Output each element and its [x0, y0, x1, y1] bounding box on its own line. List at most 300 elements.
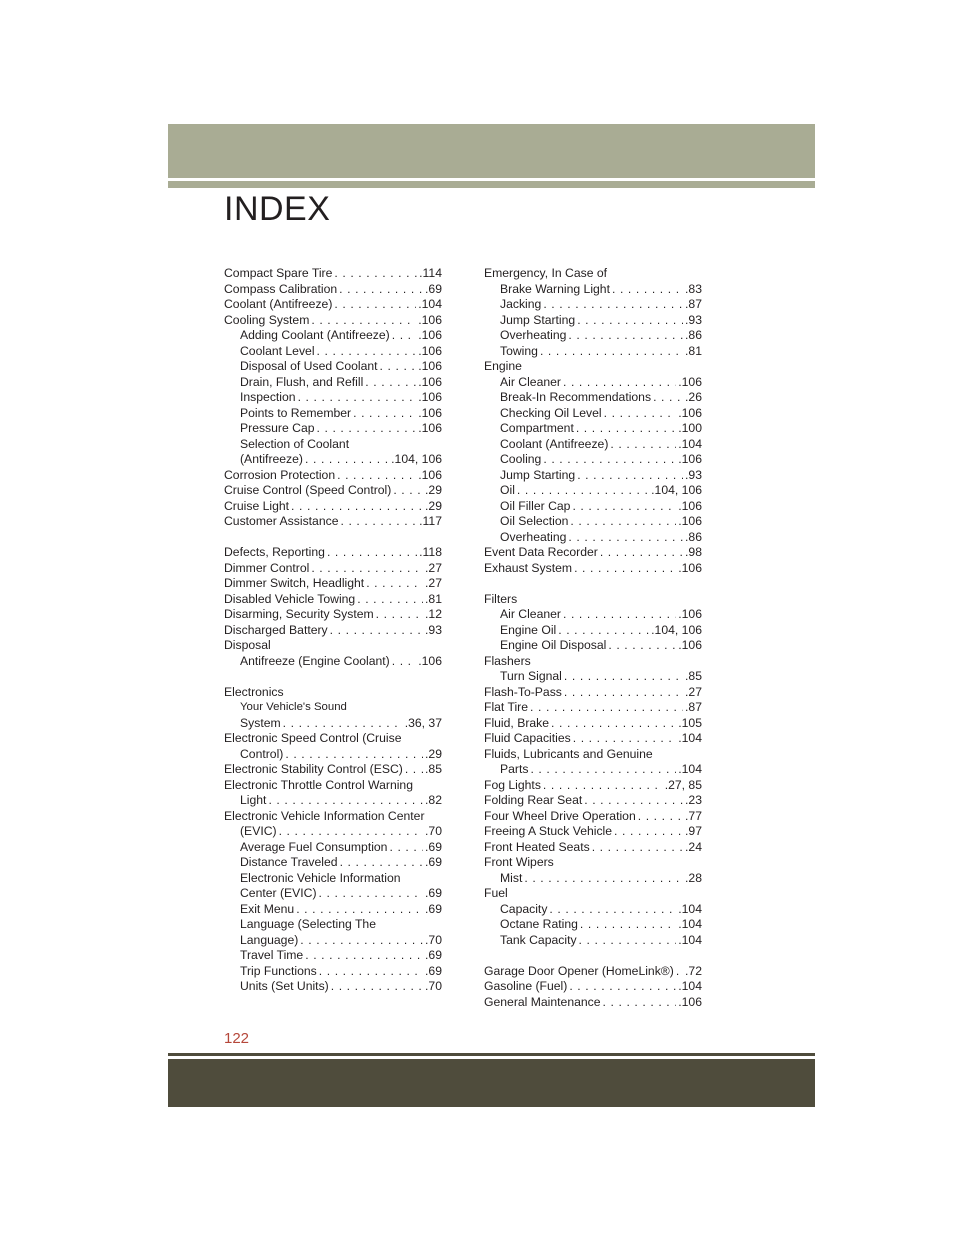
- index-term: Filters: [484, 591, 518, 606]
- footer-band: [168, 1059, 815, 1107]
- index-spacer: [224, 530, 442, 546]
- dot-leader: [283, 716, 403, 732]
- dot-leader: [357, 592, 423, 608]
- dot-leader: [558, 623, 649, 639]
- dot-leader: [530, 762, 676, 778]
- index-subentry: [224, 359, 442, 375]
- index-term: Break-In Recommendations: [500, 390, 652, 404]
- index-entry: [224, 499, 442, 515]
- dot-leader: [564, 669, 683, 685]
- index-entry: [484, 592, 702, 608]
- index-term: Jump Starting: [500, 467, 576, 482]
- index-subentry: [484, 375, 702, 391]
- index-page-ref: .81: [425, 591, 442, 606]
- dot-leader: [366, 576, 423, 592]
- index-page-ref: .85: [685, 669, 702, 683]
- index-page-ref: .106: [678, 560, 702, 575]
- index-term: Exit Menu: [240, 901, 295, 916]
- index-page-ref: .106: [678, 607, 702, 621]
- index-spacer: [224, 669, 442, 685]
- index-page-ref: .104: [678, 762, 702, 776]
- index-page-ref: .27: [685, 684, 702, 699]
- index-term: Parts: [500, 762, 529, 776]
- index-page-ref: .104, 106: [651, 483, 702, 497]
- index-entry: [484, 809, 702, 825]
- index-term: Travel Time: [240, 948, 304, 962]
- index-page-ref: .69: [425, 948, 442, 962]
- index-entry: [224, 483, 442, 499]
- dot-leader: [376, 607, 423, 623]
- index-term: Corrosion Protection: [224, 467, 336, 482]
- index-subentry: [224, 344, 442, 360]
- index-entry: [224, 266, 442, 282]
- index-subentry: [224, 390, 442, 406]
- index-term: Engine Oil: [500, 622, 557, 637]
- index-page-ref: .12: [425, 607, 442, 621]
- dot-leader: [296, 902, 423, 918]
- index-subentry: [224, 328, 442, 344]
- index-page-ref: .70: [425, 824, 442, 838]
- dot-leader: [600, 545, 683, 561]
- index-page-ref: .97: [685, 824, 702, 838]
- index-entry: [484, 685, 702, 701]
- index-entry: [484, 747, 702, 763]
- dot-leader: [608, 638, 676, 654]
- dot-leader: [337, 468, 416, 484]
- index-subentry: [224, 964, 442, 980]
- index-page-ref: .93: [685, 312, 702, 327]
- index-page-ref: .86: [685, 529, 702, 544]
- index-term: Disabled Vehicle Towing: [224, 591, 356, 606]
- index-column-left: [224, 266, 442, 995]
- index-term: Electronic Vehicle Information: [240, 870, 401, 885]
- dot-leader: [638, 809, 683, 825]
- index-term: Compass Calibration: [224, 281, 338, 296]
- index-term: Brake Warning Light: [500, 281, 610, 296]
- index-page-ref: .104: [678, 901, 702, 916]
- dot-leader: [405, 762, 423, 778]
- index-term: Freeing A Stuck Vehicle: [484, 824, 613, 838]
- dot-leader: [291, 499, 423, 515]
- index-entry: [484, 545, 702, 561]
- dot-leader: [676, 964, 683, 980]
- dot-leader: [317, 421, 417, 437]
- index-subentry: [484, 344, 702, 360]
- dot-leader: [580, 917, 676, 933]
- dot-leader: [365, 375, 416, 391]
- index-page-ref: .83: [685, 281, 702, 296]
- index-term: Air Cleaner: [500, 607, 561, 621]
- index-page-ref: .87: [685, 297, 702, 311]
- index-term: Center (EVIC): [240, 886, 317, 900]
- index-term: Front Heated Seats: [484, 839, 590, 854]
- index-subentry: [484, 871, 702, 887]
- index-page-ref: .72: [685, 963, 702, 978]
- index-term: Jacking: [500, 297, 542, 311]
- index-page-ref: .69: [425, 855, 442, 869]
- index-page-ref: .106: [418, 653, 442, 668]
- index-page-ref: .29: [425, 746, 442, 761]
- index-term: Capacity: [500, 901, 548, 916]
- index-page-ref: .100: [678, 421, 702, 435]
- index-term: Inspection: [240, 390, 296, 404]
- index-entry: [224, 778, 442, 794]
- index-entry: [484, 793, 702, 809]
- index-entry: [484, 654, 702, 670]
- index-spacer: [484, 576, 702, 592]
- dot-leader: [569, 979, 676, 995]
- index-entry: [224, 762, 442, 778]
- index-page-ref: .104: [678, 731, 702, 745]
- index-entry: [224, 731, 442, 747]
- index-subentry: [484, 406, 702, 422]
- dot-leader: [334, 297, 416, 313]
- dot-leader: [334, 266, 417, 282]
- index-subentry: [224, 824, 442, 840]
- index-term: Disarming, Security System: [224, 607, 374, 621]
- index-term: Four Wheel Drive Operation: [484, 808, 636, 823]
- index-page-ref: .104, 106: [651, 622, 702, 637]
- index-term: Average Fuel Consumption: [240, 839, 388, 854]
- dot-leader: [543, 452, 676, 468]
- index-subentry: [484, 468, 702, 484]
- index-page-ref: .106: [678, 638, 702, 652]
- dot-leader: [564, 685, 683, 701]
- index-term: Pressure Cap: [240, 421, 315, 435]
- index-page-ref: .24: [685, 839, 702, 854]
- index-subentry: [224, 855, 442, 871]
- dot-leader: [568, 530, 683, 546]
- index-term: Engine: [484, 359, 522, 373]
- index-subentry: [484, 669, 702, 685]
- index-subentry: [224, 437, 442, 453]
- index-page-ref: .69: [425, 901, 442, 916]
- index-subentry: [484, 282, 702, 298]
- dot-leader: [570, 514, 676, 530]
- index-subentry: [224, 747, 442, 763]
- index-page-ref: .82: [425, 793, 442, 807]
- index-term: Flash-To-Pass: [484, 684, 562, 699]
- index-term: Checking Oil Level: [500, 405, 602, 420]
- index-subentry: [224, 654, 442, 670]
- index-term: Octane Rating: [500, 917, 578, 931]
- dot-leader: [305, 948, 423, 964]
- dot-leader: [298, 390, 417, 406]
- index-entry: [224, 685, 442, 701]
- index-page-ref: .23: [685, 793, 702, 807]
- dot-leader: [573, 731, 677, 747]
- index-subentry: [484, 452, 702, 468]
- index-term: Air Cleaner: [500, 374, 561, 389]
- index-entry: [224, 561, 442, 577]
- index-term: Exhaust System: [484, 560, 573, 575]
- index-subentry: [224, 452, 442, 468]
- index-subentry: [484, 530, 702, 546]
- index-term: Coolant (Antifreeze): [224, 297, 333, 311]
- index-page-ref: .70: [425, 979, 442, 993]
- index-page-ref: .69: [425, 963, 442, 978]
- dot-leader: [592, 840, 683, 856]
- index-page-ref: .106: [418, 343, 442, 358]
- page-number: 122: [224, 1030, 250, 1047]
- index-subentry: [224, 948, 442, 964]
- dot-leader: [327, 545, 417, 561]
- index-page-ref: .26: [685, 390, 702, 404]
- index-term: Cruise Control (Speed Control): [224, 483, 392, 497]
- index-term: Points to Remember: [240, 405, 352, 420]
- index-entry: [484, 855, 702, 871]
- index-page-ref: .69: [425, 281, 442, 296]
- dot-leader: [568, 328, 683, 344]
- index-term: Oil Filler Cap: [500, 498, 571, 513]
- index-entry: [484, 731, 702, 747]
- index-term: Coolant Level: [240, 343, 315, 358]
- index-subentry: [484, 638, 702, 654]
- index-term: Control): [240, 746, 284, 761]
- index-term: Engine Oil Disposal: [500, 638, 607, 652]
- index-page-ref: .69: [425, 886, 442, 900]
- index-entry: [484, 886, 702, 902]
- index-term: Mist: [500, 870, 523, 885]
- index-page-ref: .69: [425, 839, 442, 854]
- index-page-ref: .27: [425, 560, 442, 575]
- index-entry: [484, 716, 702, 732]
- index-term: Overheating: [500, 328, 567, 342]
- index-page-ref: .85: [425, 762, 442, 776]
- dot-leader: [393, 483, 423, 499]
- index-subentry: [484, 762, 702, 778]
- dot-leader: [392, 328, 417, 344]
- index-term: Event Data Recorder: [484, 545, 598, 559]
- index-page-ref: .106: [678, 452, 702, 466]
- index-term: Overheating: [500, 529, 567, 544]
- dot-leader: [392, 654, 417, 670]
- index-term: Language (Selecting The: [240, 917, 376, 931]
- index-term: Emergency, In Case of: [484, 266, 608, 280]
- index-term: Discharged Battery: [224, 622, 328, 637]
- index-subentry: [224, 793, 442, 809]
- index-page-ref: .106: [678, 405, 702, 420]
- index-page-ref: .106: [678, 514, 702, 528]
- index-entry: [484, 840, 702, 856]
- index-page-ref: .27: [425, 576, 442, 590]
- index-term: Language): [240, 932, 299, 947]
- index-entry: [484, 266, 702, 282]
- index-term: Antifreeze (Engine Coolant): [240, 653, 390, 668]
- index-term: General Maintenance: [484, 994, 601, 1009]
- index-term: Electronic Speed Control (Cruise: [224, 731, 402, 745]
- index-term: Fluids, Lubricants and Genuine: [484, 746, 653, 761]
- index-term: (EVIC): [240, 824, 277, 838]
- index-term: Fog Lights: [484, 777, 541, 792]
- index-term: Units (Set Units): [240, 979, 329, 993]
- dot-leader: [317, 344, 417, 360]
- dot-leader: [524, 871, 683, 887]
- index-term: Trip Functions: [240, 963, 317, 978]
- index-subentry: [224, 406, 442, 422]
- dot-leader: [268, 793, 423, 809]
- index-page-ref: .28: [685, 870, 702, 885]
- index-subentry: [224, 375, 442, 391]
- index-page-ref: .93: [425, 622, 442, 637]
- dot-leader: [339, 282, 423, 298]
- index-term: Front Wipers: [484, 855, 554, 869]
- index-entry: [224, 638, 442, 654]
- dot-leader: [300, 933, 423, 949]
- index-term: System: [240, 715, 281, 730]
- dot-leader: [604, 406, 677, 422]
- index-subentry: [484, 514, 702, 530]
- dot-leader: [389, 840, 423, 856]
- dot-leader: [653, 390, 683, 406]
- index-subentry: [224, 933, 442, 949]
- header-band: [168, 124, 815, 178]
- index-spacer: [484, 948, 702, 964]
- index-page-ref: .117: [419, 514, 442, 528]
- dot-leader: [563, 607, 676, 623]
- index-page-ref: .104: [678, 932, 702, 947]
- index-term: Cruise Light: [224, 498, 290, 513]
- footer-rule: [168, 1053, 815, 1056]
- index-term: Distance Traveled: [240, 855, 338, 869]
- index-term: Fuel: [484, 886, 508, 900]
- dot-leader: [340, 514, 417, 530]
- index-page-ref: .106: [418, 405, 442, 420]
- index-subentry: [224, 421, 442, 437]
- index-term: Customer Assistance: [224, 514, 339, 528]
- index-term: Fluid Capacities: [484, 731, 571, 745]
- dot-leader: [612, 282, 683, 298]
- index-subentry: [224, 886, 442, 902]
- index-term: Jump Starting: [500, 312, 576, 327]
- index-page-ref: .106: [418, 421, 442, 435]
- index-page-ref: .106: [418, 390, 442, 404]
- index-term: Tank Capacity: [500, 932, 577, 947]
- index-subentry: [484, 607, 702, 623]
- index-term: Cooling: [500, 452, 542, 466]
- index-term: Dimmer Control: [224, 560, 310, 575]
- index-term: Fluid, Brake: [484, 715, 550, 730]
- index-term: Light: [240, 793, 267, 807]
- dot-leader: [577, 313, 683, 329]
- dot-leader: [551, 716, 676, 732]
- index-term: Turn Signal: [500, 669, 562, 683]
- index-page-ref: .106: [678, 498, 702, 513]
- index-page-ref: .104, 106: [391, 452, 442, 466]
- index-subentry: [224, 871, 442, 887]
- dot-leader: [517, 483, 649, 499]
- index-subentry: [484, 623, 702, 639]
- index-page-ref: .106: [418, 467, 442, 482]
- index-subentry: [484, 917, 702, 933]
- index-term: Dimmer Switch, Headlight: [224, 576, 365, 590]
- index-page-ref: .106: [418, 359, 442, 373]
- index-subentry: [484, 297, 702, 313]
- index-entry: [224, 592, 442, 608]
- index-term: Adding Coolant (Antifreeze): [240, 328, 390, 342]
- dot-leader: [305, 452, 389, 468]
- index-page-ref: .86: [685, 328, 702, 342]
- index-subentry: [484, 328, 702, 344]
- dot-leader: [540, 344, 683, 360]
- index-subentry: [484, 499, 702, 515]
- index-subentry: [224, 979, 442, 995]
- index-term: Selection of Coolant: [240, 436, 350, 451]
- index-term: Drain, Flush, and Refill: [240, 374, 364, 389]
- index-entry: [224, 623, 442, 639]
- index-term: Folding Rear Seat: [484, 793, 583, 807]
- index-subentry: [484, 483, 702, 499]
- index-page-ref: .106: [418, 328, 442, 342]
- index-page-ref: .118: [419, 545, 442, 559]
- index-entry: [224, 282, 442, 298]
- index-entry: [224, 809, 442, 825]
- index-term: (Antifreeze): [240, 452, 303, 466]
- dot-leader: [311, 313, 416, 329]
- index-term: Oil: [500, 483, 515, 497]
- index-entry: [484, 964, 702, 980]
- index-term: Cooling System: [224, 312, 310, 327]
- dot-leader: [576, 421, 676, 437]
- dot-leader: [603, 995, 677, 1011]
- index-term: Electronic Vehicle Information Center: [224, 808, 425, 823]
- index-page-ref: .106: [678, 994, 702, 1009]
- index-page-ref: .106: [418, 374, 442, 389]
- index-term: Towing: [500, 343, 538, 358]
- dot-leader: [584, 793, 683, 809]
- index-page-ref: .114: [419, 266, 442, 280]
- dot-leader: [340, 855, 423, 871]
- index-column-right: [484, 266, 702, 1010]
- index-term: Compartment: [500, 421, 574, 435]
- index-entry: [224, 297, 442, 313]
- index-page-ref: .36, 37: [404, 715, 442, 730]
- dot-leader: [330, 623, 423, 639]
- index-page-ref: .105: [678, 715, 702, 730]
- dot-leader: [543, 297, 683, 313]
- index-entry: [484, 824, 702, 840]
- index-subentry: [484, 313, 702, 329]
- dot-leader: [577, 468, 683, 484]
- index-subentry: [484, 902, 702, 918]
- index-page-ref: .106: [678, 374, 702, 389]
- dot-leader: [285, 747, 423, 763]
- index-page-ref: .104: [418, 297, 442, 311]
- index-entry: [224, 313, 442, 329]
- dot-leader: [319, 886, 424, 902]
- index-page-ref: .104: [678, 979, 702, 993]
- index-entry: [224, 607, 442, 623]
- index-term: Defects, Reporting: [224, 545, 325, 559]
- index-term: Disposal of Used Coolant: [240, 359, 378, 373]
- index-term: Compact Spare Tire: [224, 266, 333, 280]
- index-term: Flat Tire: [484, 700, 529, 714]
- dot-leader: [614, 824, 683, 840]
- page-title: INDEX: [224, 190, 331, 228]
- dot-leader: [543, 778, 663, 794]
- index-subentry: [484, 421, 702, 437]
- index-page-ref: .29: [425, 483, 442, 497]
- index-subentry: [224, 716, 442, 732]
- dot-leader: [380, 359, 417, 375]
- index-page-ref: .70: [425, 932, 442, 947]
- index-entry: [224, 468, 442, 484]
- index-term: Gasoline (Fuel): [484, 979, 568, 993]
- index-term: Electronic Throttle Control Warning: [224, 777, 413, 792]
- index-page-ref: .81: [685, 343, 702, 358]
- index-subentry: [484, 390, 702, 406]
- index-page-ref: .77: [685, 808, 702, 823]
